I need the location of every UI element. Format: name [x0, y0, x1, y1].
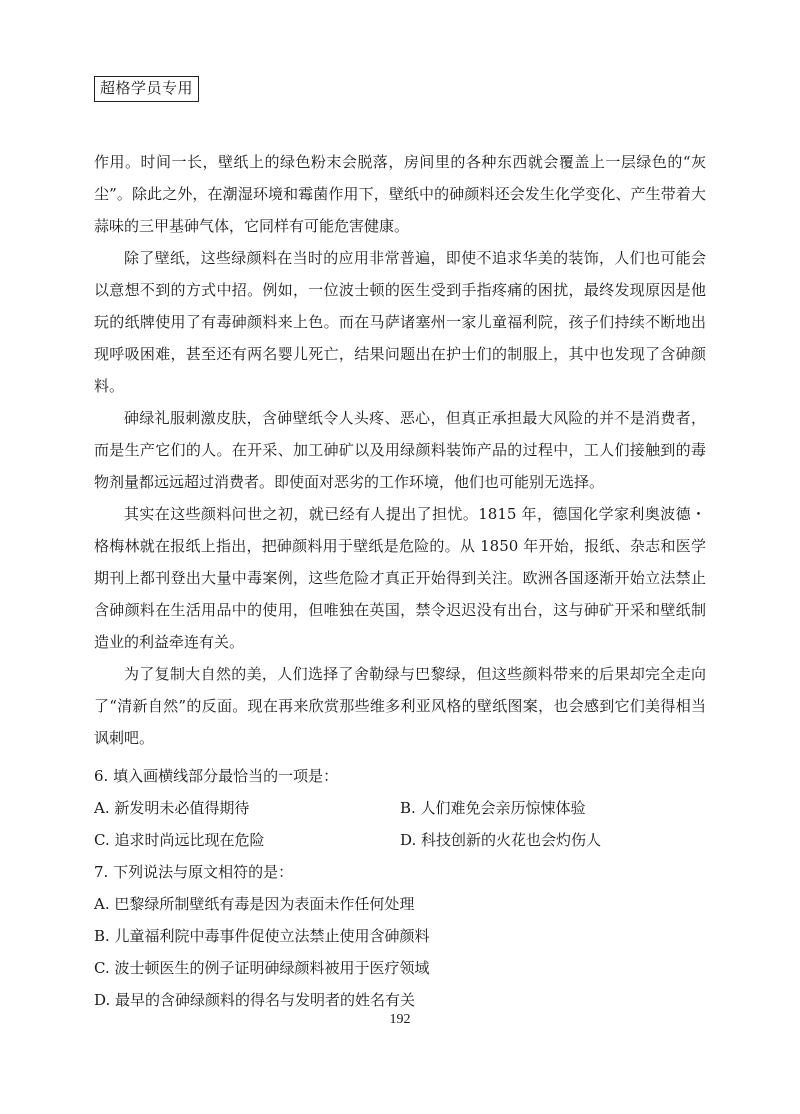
question-6 — [94, 760, 706, 856]
option-b: B. 儿童福利院中毒事件促使立法禁止使用含砷颜料 — [94, 927, 430, 945]
question-stem: 6. 填入画横线部分最恰当的一项是： — [94, 767, 339, 785]
option-d: D. 科技创新的火花也会灼伤人 — [400, 831, 602, 849]
article-body — [94, 146, 706, 1016]
question-stem: 7. 下列说法与原文相符的是： — [94, 863, 294, 881]
paragraph-5: 为了复制大自然的美，人们选择了舍勒绿与巴黎绿，但这些颜料带来的后果却完全走向了“清新自然”的反面。现在再来欣赏那些维多利亚风格的壁纸图案，也会感到它们美得相当讽刺吧。 — [94, 665, 706, 747]
option-row — [94, 792, 706, 824]
option-b: B. 人们难免会亲历惊悚体验 — [400, 799, 586, 817]
option-c: C. 追求时尚远比现在危险 — [94, 831, 265, 849]
option-d: D. 最早的含砷绿颜料的得名与发明者的姓名有关 — [94, 991, 416, 1009]
exclusive-use-tag: 超格学员专用 — [94, 76, 199, 102]
option-a: A. 新发明未必值得期待 — [94, 799, 250, 817]
question-7 — [94, 856, 706, 1016]
option-a: A. 巴黎绿所制壁纸有毒是因为表面未作任何处理 — [94, 895, 415, 913]
option-row — [94, 824, 706, 856]
page-number: 192 — [389, 1012, 411, 1027]
paragraph-1: 作用。时间一长，壁纸上的绿色粉末会脱落，房间里的各种东西就会覆盖上一层绿色的“灰尘”。除此之外，在潮湿环境和霉菌作用下，壁纸中的砷颜料还会发生化学变化、产生带着大蒜味的三甲基砷气体，它同样有可能危害健康。 — [94, 153, 706, 235]
paragraph-4: 其实在这些颜料问世之初，就已经有人提出了担忧。1815 年，德国化学家利奥波德・格梅林就在报纸上指出，把砷颜料用于壁纸是危险的。从 1850 年开始，报纸、杂志和医学期刊上都刊登出大量中毒案例，这些危险才真正开始得到关注。欧洲各国逐渐开始立法禁止含砷颜料在生活用品中的使用，但唯独在英国，禁令迟迟没有出台，这与砷矿开采和壁纸制造业的利益牵连有关。 — [94, 505, 706, 651]
paragraph-2: 除了壁纸，这些绿颜料在当时的应用非常普遍，即使不追求华美的装饰，人们也可能会以意想不到的方式中招。例如，一位波士顿的医生受到手指疼痛的困扰，最终发现原因是他玩的纸牌使用了有毒砷颜料来上色。而在马萨诸塞州一家儿童福利院，孩子们持续不断地出现呼吸困难，甚至还有两名婴儿死亡，结果问题出在护士们的制服上，其中也发现了含砷颜料。 — [94, 249, 706, 395]
paragraph-3: 砷绿礼服刺激皮肤，含砷壁纸令人头疼、恶心，但真正承担最大风险的并不是消费者，而是生产它们的人。在开采、加工砷矿以及用绿颜料装饰产品的过程中，工人们接触到的毒物剂量都远远超过消费者。即使面对恶劣的工作环境，他们也可能别无选择。 — [94, 409, 706, 491]
option-c: C. 波士顿医生的例子证明砷绿颜料被用于医疗领域 — [94, 959, 430, 977]
